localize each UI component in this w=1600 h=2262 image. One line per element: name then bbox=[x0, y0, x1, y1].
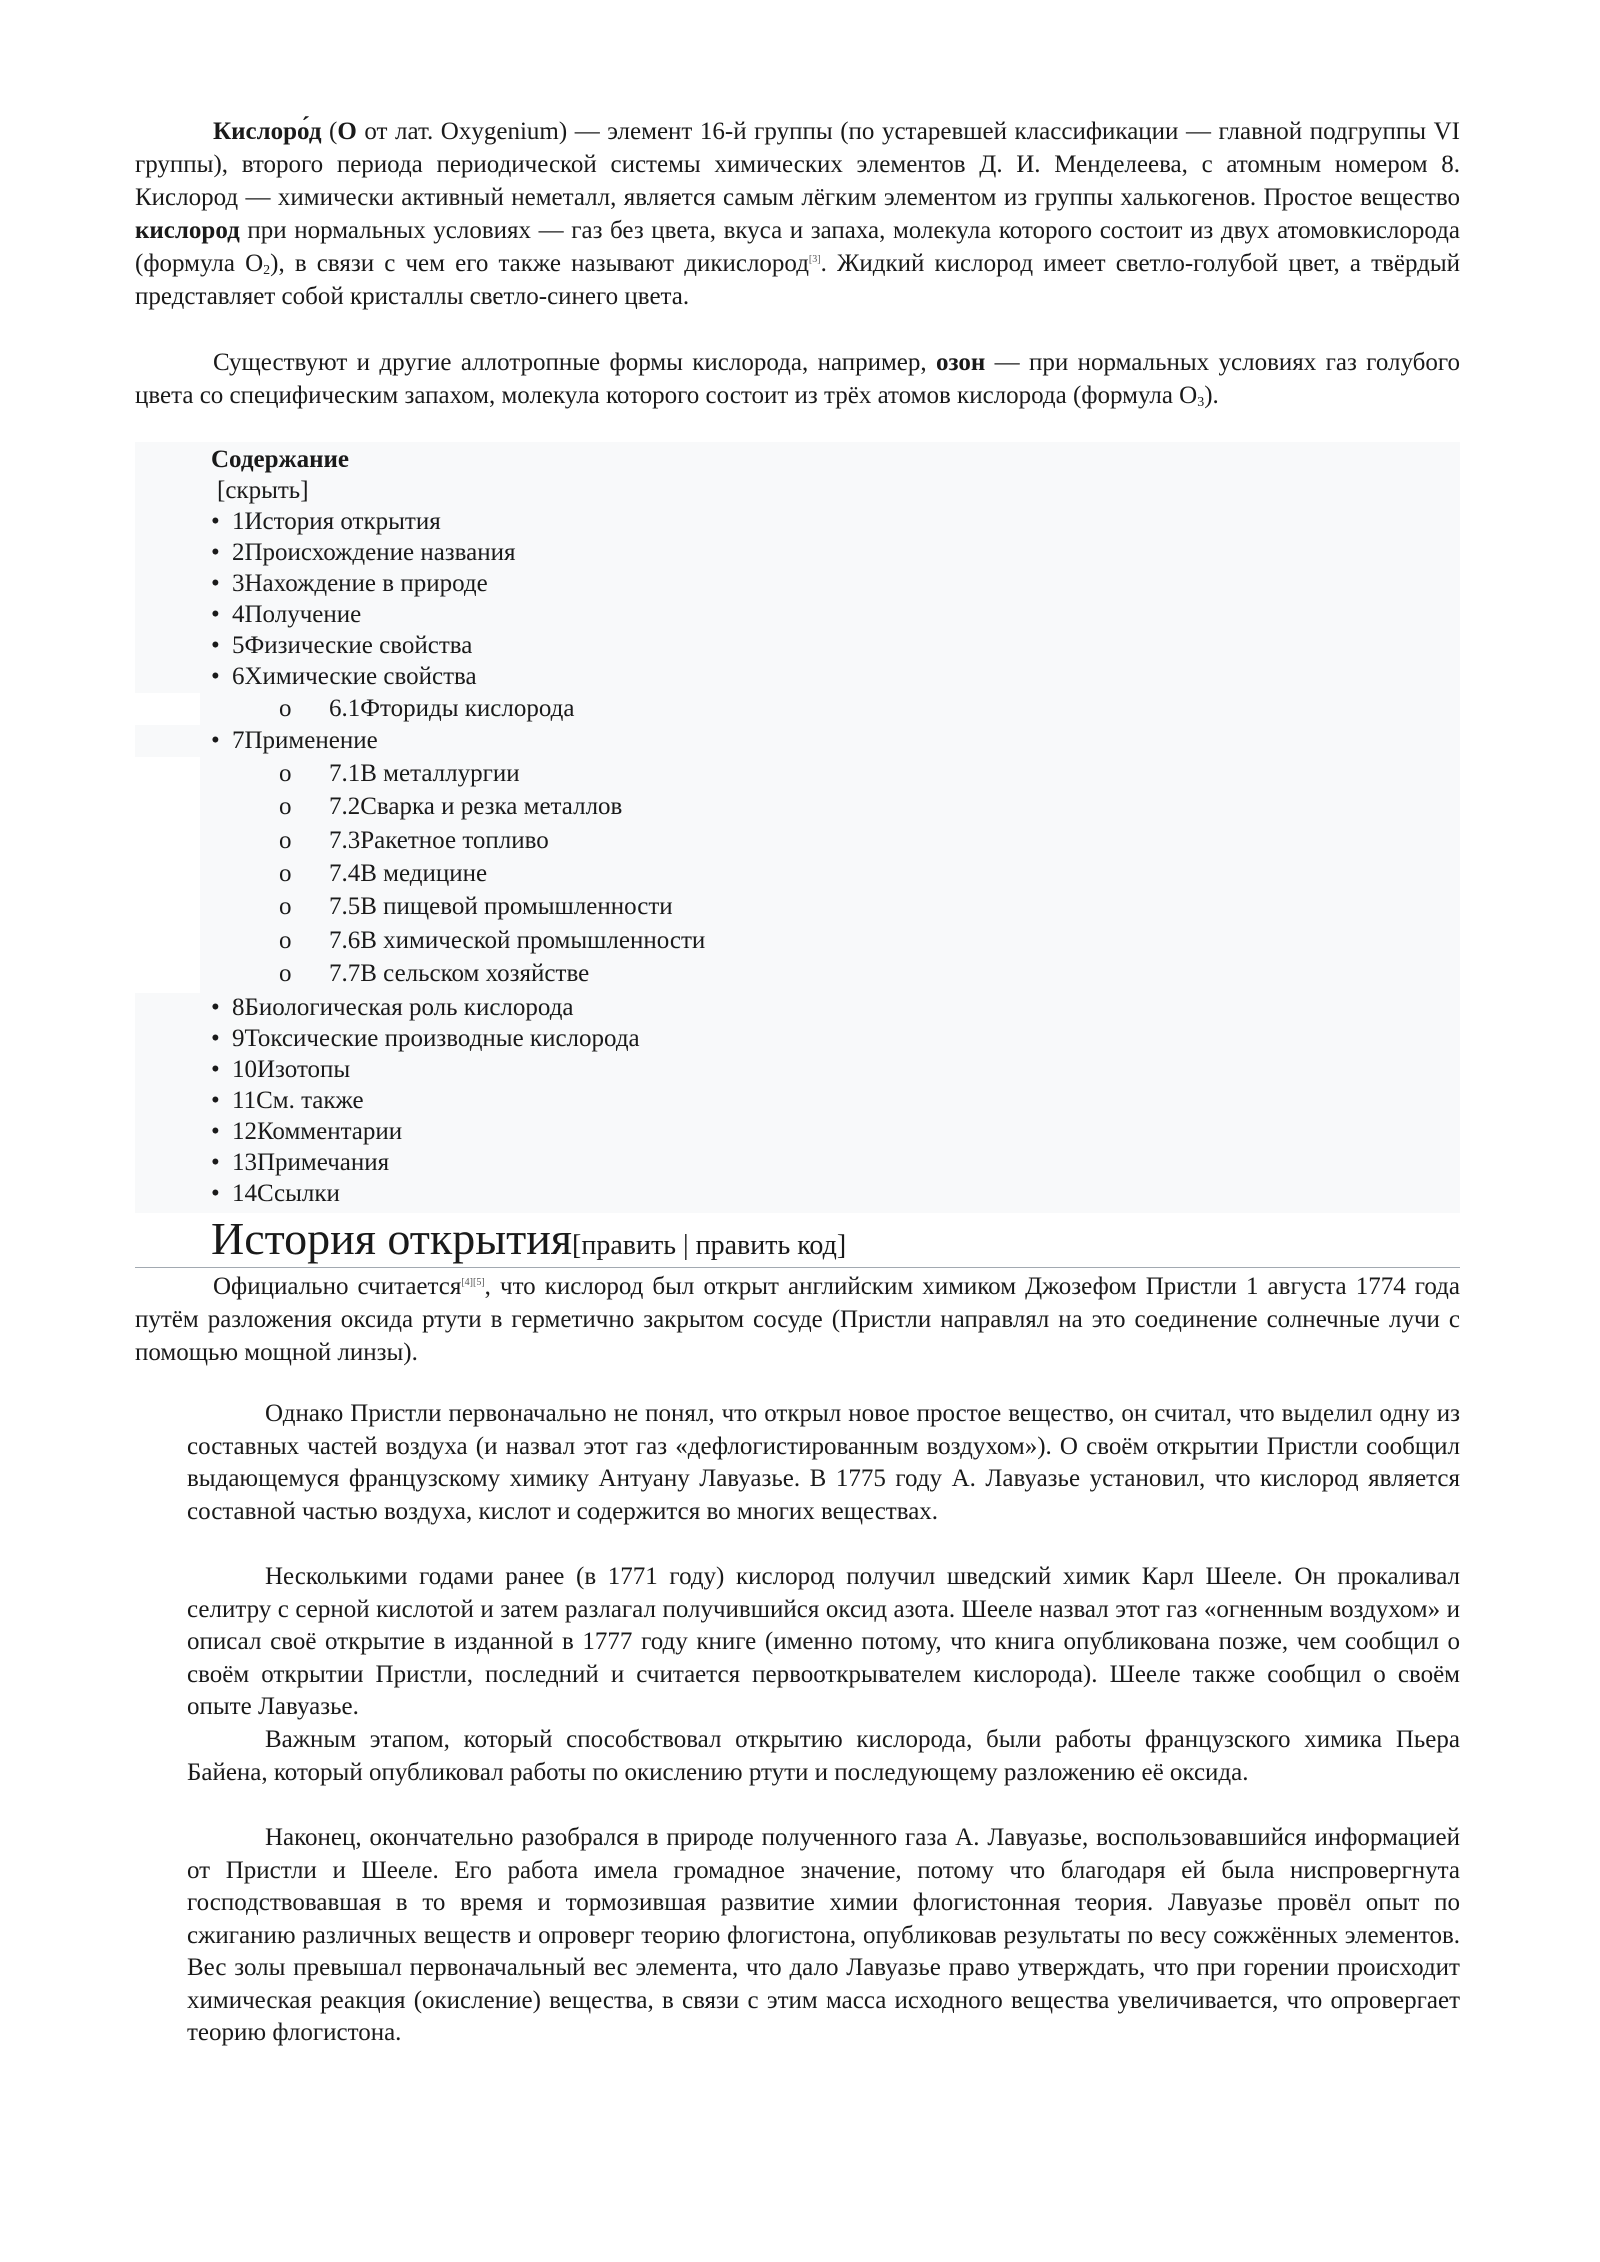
section-heading-text: История открытия bbox=[211, 1213, 573, 1264]
toc-label: Фториды кислорода bbox=[360, 695, 575, 722]
toc-number: 3 bbox=[232, 570, 245, 597]
toc-number: 11 bbox=[232, 1087, 257, 1114]
history-paragraph-1 bbox=[135, 1270, 1460, 1369]
text-fragment: — при нормальных условиях газ голубого цвета со специфическим запахом, молекула которого состоит из трёх атомов кислорода (формула O bbox=[135, 349, 1460, 409]
toc-number: 7.4 bbox=[329, 860, 361, 887]
toc-label: Применение bbox=[244, 727, 378, 754]
bullet-icon: • bbox=[211, 1180, 220, 1207]
toc-item-5[interactable] bbox=[211, 630, 472, 661]
circle-bullet-icon: o bbox=[279, 760, 292, 787]
history-paragraph-2: Однако Пристли первоначально не понял, что открыл новое простое вещество, он считал, что выделил одну из составных частей воздуха (и назвал этот газ «дефлогистированным воздухом»). О своём открытии Пристли сообщил выдающемуся французскому химику Антуану Лавуазье. В 1775 году А. Лавуазье установил, что кислород является составной частью воздуха, кислот и содержится во многих веществах. bbox=[187, 1400, 1460, 1525]
section-heading bbox=[211, 1212, 846, 1273]
history-paragraph-3: Несколькими годами ранее (в 1771 году) кислород получил шведский химик Карл Шееле. Он прокаливал селитру с серной кислотой и затем разлагал получившийся оксид азота. Шееле назвал этот газ «огненным воздухом» и описал своё открытие в изданной в 1777 году книге (именно потому, что книга опубликована позже, чем сообщил о своём открытии Пристли, последний и считается первооткрывателем кислорода). Шееле также сообщил о своём опыте Лавуазье. bbox=[187, 1563, 1460, 1720]
history-paragraph-4: Важным этапом, который способствовал открытию кислорода, были работы французского химика Пьера Байена, который опубликовал работы по окислению ртути и последующему разложению её оксида. bbox=[187, 1726, 1460, 1786]
toc-item-4[interactable] bbox=[211, 599, 361, 630]
toc-number: 6 bbox=[232, 663, 245, 690]
toc-item-7[interactable] bbox=[211, 725, 378, 756]
bullet-icon: • bbox=[211, 1087, 220, 1114]
bullet-icon: • bbox=[211, 1149, 220, 1176]
toc-number: 7.7 bbox=[329, 960, 361, 987]
term-oxygen-simple: кислород bbox=[135, 217, 240, 244]
bullet-icon: • bbox=[211, 994, 220, 1021]
toc-item-11[interactable] bbox=[211, 1085, 364, 1116]
bullet-icon: • bbox=[211, 601, 220, 628]
toc-label: Физические свойства bbox=[244, 632, 473, 659]
circle-bullet-icon: o bbox=[279, 960, 292, 987]
circle-bullet-icon: o bbox=[279, 827, 292, 854]
toc-label: В металлургии bbox=[360, 760, 520, 787]
bullet-icon: • bbox=[211, 1056, 220, 1083]
toc-number: 8 bbox=[232, 994, 245, 1021]
toc-item-14[interactable] bbox=[211, 1178, 340, 1209]
toc-label: Примечания bbox=[257, 1149, 390, 1176]
toc-item-3[interactable] bbox=[211, 568, 488, 599]
footnote-ref-4-5[interactable]: [4][5] bbox=[461, 1277, 485, 1288]
toc-item-13[interactable] bbox=[211, 1147, 389, 1178]
edit-link[interactable]: править bbox=[581, 1230, 676, 1261]
toc-number: 9 bbox=[232, 1025, 245, 1052]
toc-number: 10 bbox=[232, 1056, 257, 1083]
toc-item-8[interactable] bbox=[211, 992, 574, 1023]
bullet-icon: • bbox=[211, 1025, 220, 1052]
toc-item-2[interactable] bbox=[211, 537, 516, 568]
toc-label: Сварка и резка металлов bbox=[360, 793, 623, 820]
text-fragment: Официально считается bbox=[213, 1273, 462, 1300]
toc-number: 7.2 bbox=[329, 793, 361, 820]
bullet-icon: • bbox=[211, 632, 220, 659]
text-fragment: при нормальных условиях — газ без цвета, вкуса и запаха, молекула которого состоит из двух атомовкислорода (формула O bbox=[135, 217, 1460, 277]
circle-bullet-icon: o bbox=[279, 860, 292, 887]
toc-label: В химической промышленности bbox=[360, 927, 706, 954]
toc-item-7-6[interactable] bbox=[279, 925, 705, 956]
toc-item-10[interactable] bbox=[211, 1054, 350, 1085]
toc-label: В медицине bbox=[360, 860, 488, 887]
toc-item-7-4[interactable] bbox=[279, 858, 487, 889]
toc-item-7-3[interactable] bbox=[279, 825, 549, 856]
toc-number: 5 bbox=[232, 632, 245, 659]
text-fragment: ), в связи с чем его также называют дикислород bbox=[270, 250, 809, 277]
bracket: ] bbox=[836, 1230, 847, 1261]
text-fragment: ). bbox=[1204, 382, 1219, 409]
intro-paragraph-2 bbox=[135, 346, 1460, 412]
toc-item-9[interactable] bbox=[211, 1023, 640, 1054]
toc-hide-link[interactable]: скрыть bbox=[225, 477, 301, 504]
toc-label: Происхождение названия bbox=[244, 539, 516, 566]
toc-item-12[interactable] bbox=[211, 1116, 402, 1147]
toc-label: Изотопы bbox=[257, 1056, 351, 1083]
toc-item-6-1[interactable] bbox=[279, 693, 574, 724]
circle-bullet-icon: o bbox=[279, 695, 292, 722]
history-paragraph-5: Наконец, окончательно разобрался в природе полученного газа А. Лавуазье, воспользовавшийся информацией от Пристли и Шееле. Его работа имела громадное значение, потому что благодаря ей была ниспровергнута господствовавшая в то время и тормозившая развитие химии флогистонная теория. Лавуазье провёл опыт по сжиганию различных веществ и опроверг теорию флогистона, опубликовав результаты по весу сожжённых элементов. Вес золы превышал первоначальный вес элемента, что дало Лавуазье право утверждать, что при горении происходит химическая реакция (окисление) вещества, в связи с этим масса исходного вещества увеличивается, что опровергает теорию флогистона. bbox=[187, 1824, 1460, 2046]
text-fragment: от лат. Oxygenium) — элемент 16-й группы (по устаревшей классификации — главной подгруппы VI группы), второго периода периодической системы химических элементов Д. И. Менделеева, с атомным номером 8. Кислород — химически активный неметалл, является самым лёгким элементом из группы халькогенов. Простое вещество bbox=[135, 118, 1460, 211]
bracket: [ bbox=[572, 1230, 582, 1261]
bullet-icon: • bbox=[211, 570, 220, 597]
toc-number: 1 bbox=[232, 508, 245, 535]
toc-number: 7 bbox=[232, 727, 245, 754]
symbol-o: O bbox=[337, 118, 357, 145]
toc-label: Получение bbox=[244, 601, 362, 628]
toc-item-7-5[interactable] bbox=[279, 891, 673, 922]
term-oxygen: Кислоро́д bbox=[213, 118, 322, 145]
toc-number: 7.3 bbox=[329, 827, 361, 854]
bracket: [ bbox=[217, 477, 226, 504]
toc-number: 14 bbox=[232, 1180, 257, 1207]
text-fragment: , что кислород был открыт английским химиком Джозефом Пристли 1 августа 1774 года путём разложения оксида ртути в герметично закрытом сосуде (Пристли направлял на это соединение солнечные лучи с помощью мощной линзы). bbox=[135, 1273, 1460, 1366]
bullet-icon: • bbox=[211, 663, 220, 690]
subscript-2: 2 bbox=[263, 263, 271, 278]
bullet-icon: • bbox=[211, 727, 220, 754]
toc-label: Биологическая роль кислорода bbox=[244, 994, 574, 1021]
edit-code-link[interactable]: править код bbox=[695, 1230, 837, 1261]
toc-number: 2 bbox=[232, 539, 245, 566]
bullet-icon: • bbox=[211, 539, 220, 566]
bullet-icon: • bbox=[211, 508, 220, 535]
toc-number: 7.6 bbox=[329, 927, 361, 954]
footnote-ref-3[interactable]: [3] bbox=[808, 254, 821, 265]
edit-links bbox=[572, 1230, 846, 1261]
toc-item-1[interactable] bbox=[211, 506, 441, 537]
circle-bullet-icon: o bbox=[279, 893, 292, 920]
toc-label: См. также bbox=[256, 1087, 364, 1114]
toc-number: 4 bbox=[232, 601, 245, 628]
bullet-icon: • bbox=[211, 1118, 220, 1145]
toc-label: В сельском хозяйстве bbox=[360, 960, 590, 987]
subscript-3: 3 bbox=[1197, 395, 1205, 410]
toc-label: История открытия bbox=[244, 508, 441, 535]
toc-number: 7.5 bbox=[329, 893, 361, 920]
text-fragment: Существуют и другие аллотропные формы кислорода, например, bbox=[213, 349, 936, 376]
toc-number: 13 bbox=[232, 1149, 257, 1176]
heading-divider bbox=[135, 1267, 1460, 1268]
toc-label: Химические свойства bbox=[244, 663, 477, 690]
term-ozone: озон bbox=[936, 349, 986, 376]
bracket: ] bbox=[300, 477, 309, 504]
toc-item-7-7[interactable] bbox=[279, 958, 589, 989]
text-fragment: . Жидкий кислород имеет светло-голубой цвет, а твёрдый представляет собой кристаллы светло-синего цвета. bbox=[135, 250, 1461, 310]
separator: | bbox=[676, 1230, 696, 1261]
toc-title: Содержание bbox=[211, 446, 350, 473]
toc-number: 7.1 bbox=[329, 760, 361, 787]
toc-hide-toggle[interactable] bbox=[217, 475, 309, 507]
toc-item-6[interactable] bbox=[211, 661, 477, 692]
toc-item-7-2[interactable] bbox=[279, 791, 622, 822]
circle-bullet-icon: o bbox=[279, 793, 292, 820]
toc-label: Ракетное топливо bbox=[360, 827, 549, 854]
toc-number: 6.1 bbox=[329, 695, 361, 722]
intro-paragraph-1 bbox=[135, 115, 1460, 313]
toc-label: В пищевой промышленности bbox=[360, 893, 673, 920]
toc-label: Комментарии bbox=[257, 1118, 403, 1145]
toc-item-7-1[interactable] bbox=[279, 758, 520, 789]
toc-label: Токсические производные кислорода bbox=[244, 1025, 640, 1052]
toc-label: Ссылки bbox=[257, 1180, 340, 1207]
toc-number: 12 bbox=[232, 1118, 257, 1145]
text-fragment: ( bbox=[321, 118, 338, 145]
toc-label: Нахождение в природе bbox=[244, 570, 488, 597]
circle-bullet-icon: o bbox=[279, 927, 292, 954]
